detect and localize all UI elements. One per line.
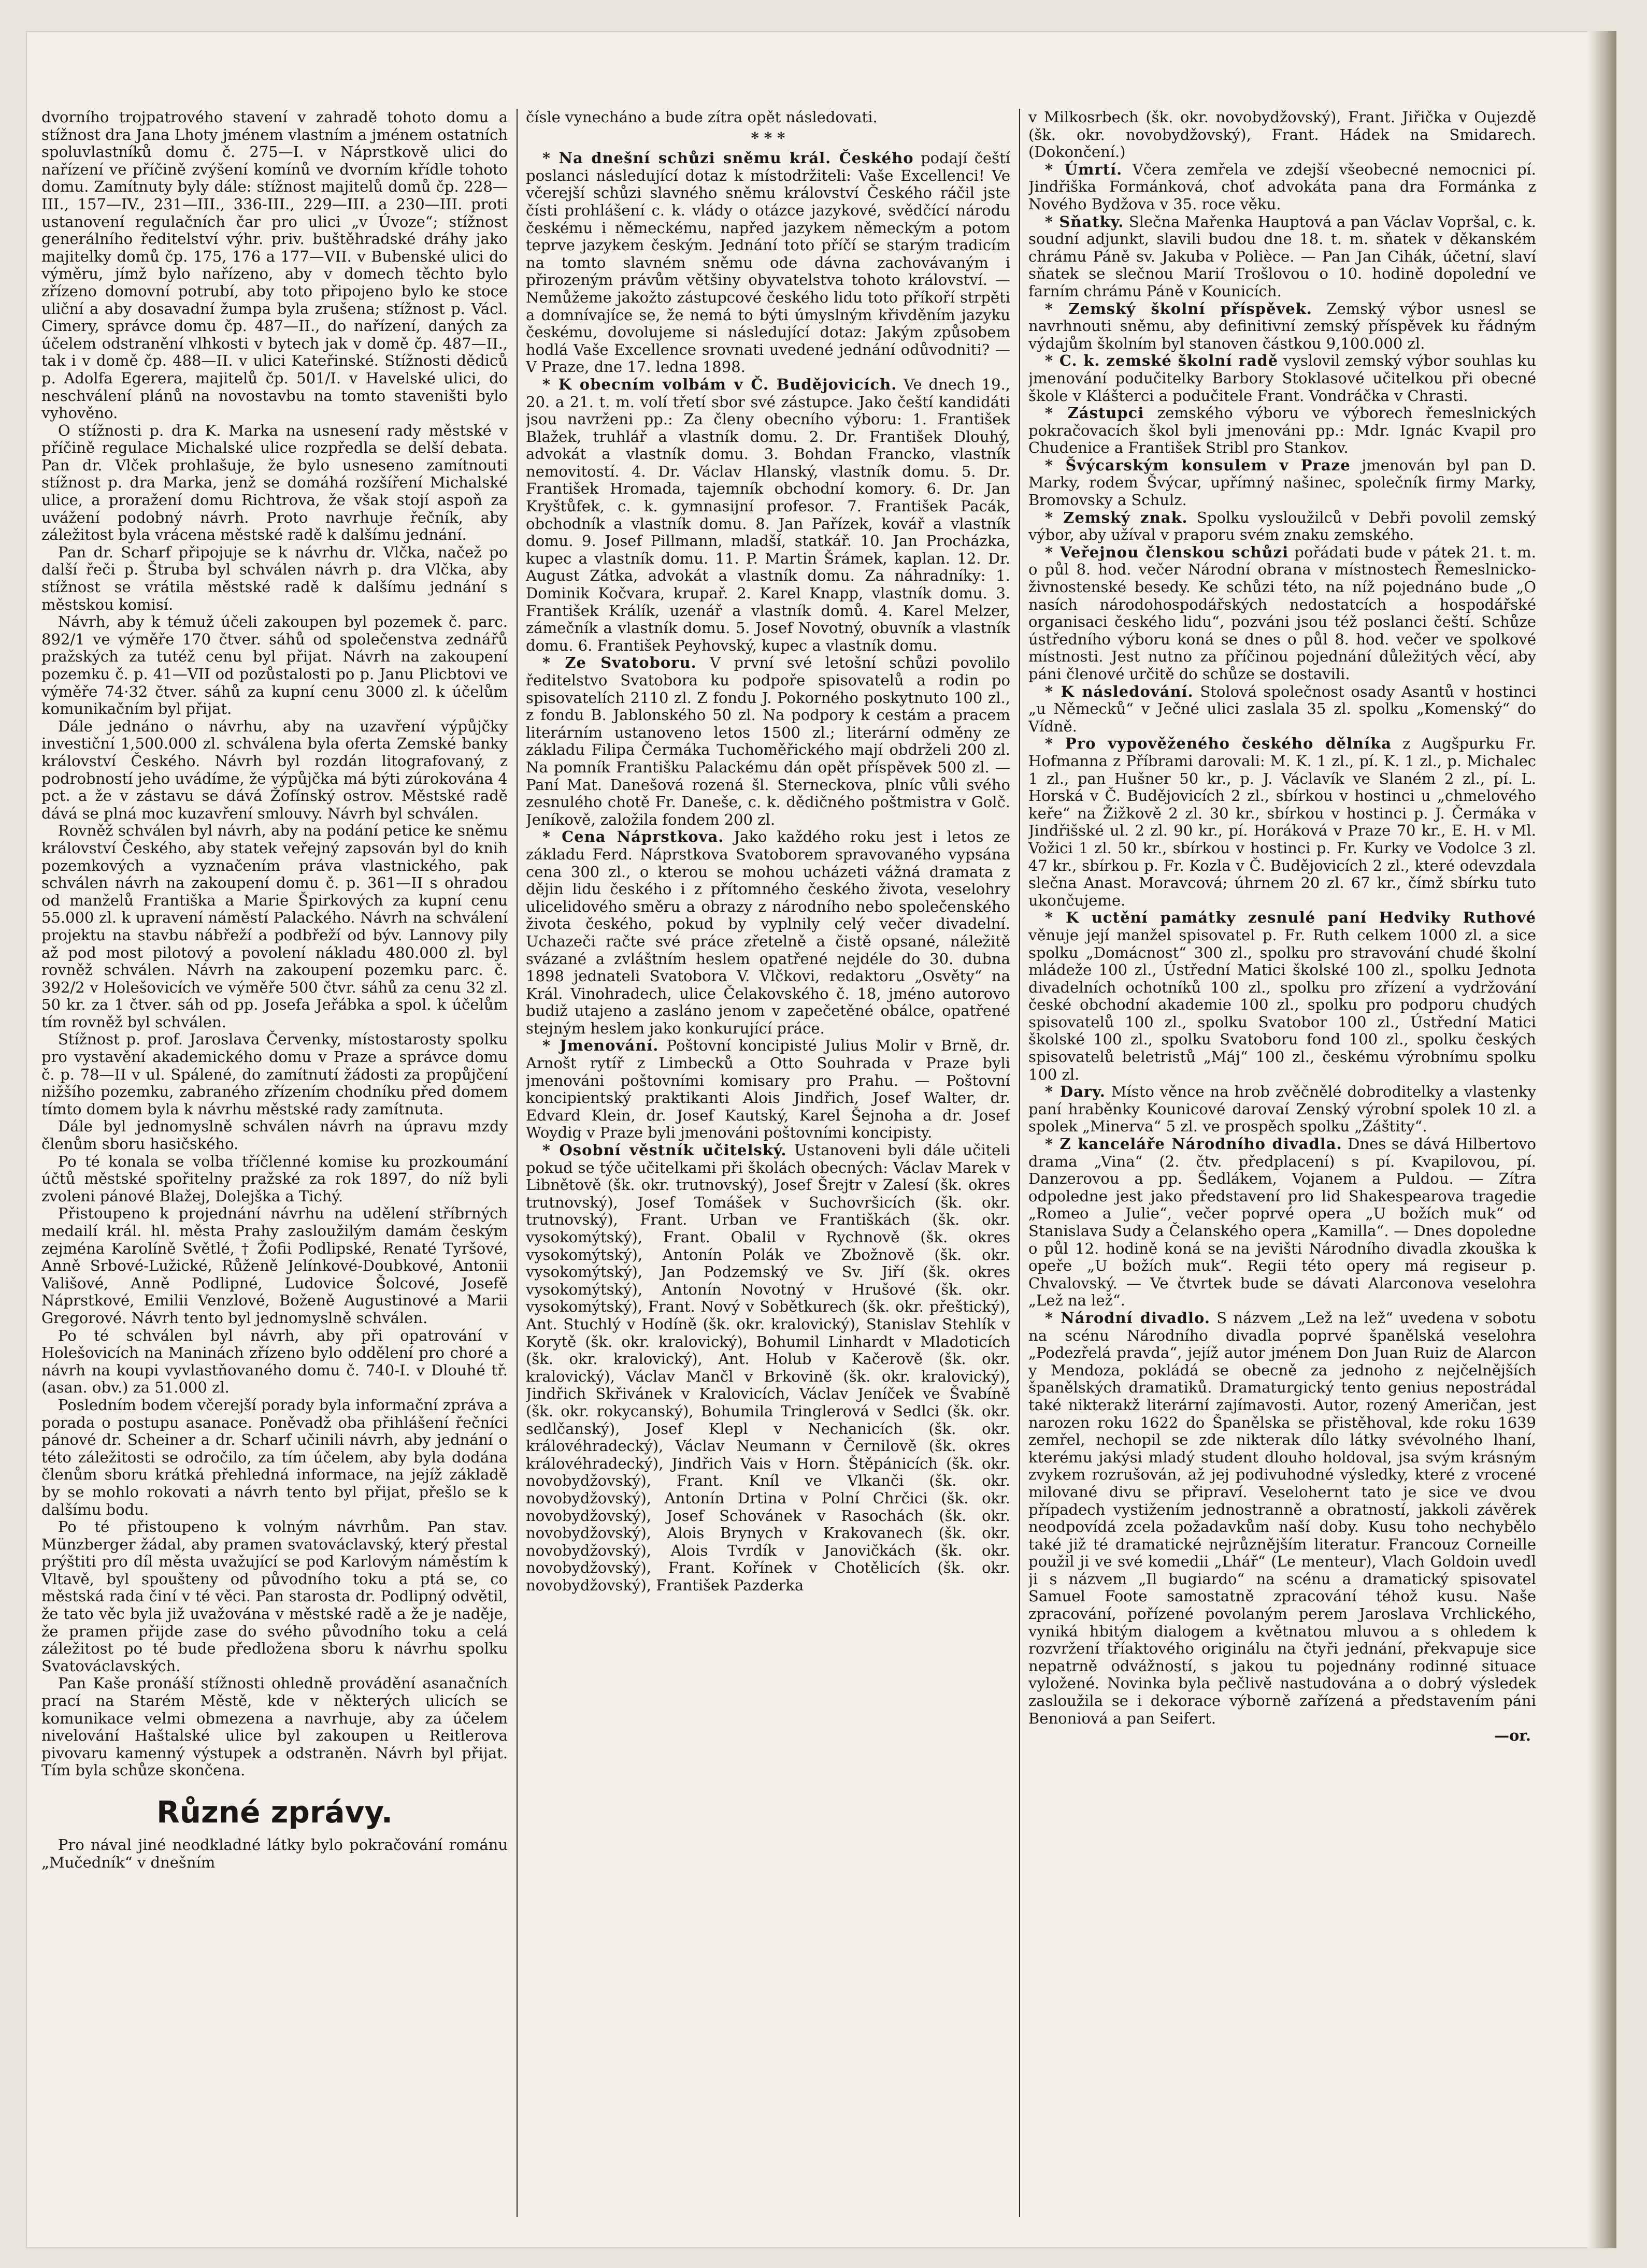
article-paragraph: Pan Kaše pronáší stížnosti ohledně provádění asanačních prací na Starém Městě, kde v některých ulicích se komunikace velmi obmezena a navrhuje, aby za účelem nivelování Haštalské ulice byl zakoupen u Reitlerova pivovaru kamenný výstupek a odstraněn. Návrh byl přijat. Tím byla schůze skončena. [41, 1674, 508, 1779]
item-text: V první své letošní schůzi povolilo ředitelstvo Svatobora ku podpoře spisovatelů a rodin po spisovatelích 2110 zl. Z fondu J. Pokorného poskytnuto 100 zl., z fondu B. Jablonského 50 zl. Na podpory k cestám a pracem literárním ustanoveno letos 1500 zl.; literární odměny ze základu Filipa Čermáka Tuchoměřického mají obdrželi 200 zl. Na pomník Františku Palackému dán opět příspěvek 500 zl. — Paní Mat. Danešová rozená šl. Sterneckova, plníc vůli svého zesnulého chotě Fr. Daneše, c. k. dědičného poštmistra v Golč. Jeníkově, založila fondem 200 zl. [526, 654, 1010, 828]
item-heading: * Na dnešní schůzi sněmu král. Českého [542, 149, 914, 167]
item-text: Zemský výbor usnesl se navrhnouti sněmu, aby definitivní zemský příspěvek ku řádným výdajům školním byl stanoven částkou 9,100.000 zl. [1028, 299, 1536, 352]
article-paragraph: Pan dr. Scharf připojuje se k návrhu dr. Vlčka, načež po další řeči p. Štruba byl schválen návrh p. dra Vlčka, aby stížnost se vrátila městské radě k dalšímu jednání s městskou komisí. [41, 543, 508, 613]
item-text: Včera zemřela ve zdejší všeobecné nemocnici pí. Jindřiška Formánková, choť advokáta pana dra Formánka z Nového Bydžova v 35. roce věku. [1028, 160, 1536, 213]
item-heading: * Ze Svatoboru. [542, 654, 697, 672]
item-heading: * K obecním volbám v Č. Budějovicích. [542, 375, 897, 393]
item-heading: * Zemský znak. [1044, 508, 1188, 526]
item-text: vyslovil zemský výbor souhlas ku jmenování podučitelky Barbory Stoklasové učitelkou při obecné škole v Klášterci a podučitele Frant. Vondráčka v Chrasti. [1028, 352, 1536, 405]
article-paragraph: Návrh, aby k témuž účeli zakoupen byl pozemek č. parc. 892/1 ve výměře 170 čtver. sáhů od společenstva zednářů pražských za tutéž cenu byl přijat. Návrh na zakoupení pozemku č. p. 41—VII od pozůstalosti po p. Janu Plicbtovi ve výměře 74·32 čtver. sáhů za kupní cenu 3000 zl. k účelům komunikačním byl přijat. [41, 613, 508, 718]
newspaper-page [26, 31, 1616, 2248]
article-paragraph: O stížnosti p. dra K. Marka na usnesení rady městské v příčině regulace Michalské ulice rozpředla se delší debata. Pan dr. Vlček prohlašuje, že bylo usneseno zamítnouti stížnost p. dra Marka, jenž se domáhá rozšíření Michalské ulice, a proražení domu Richtrova, že však stojí aspoň za uvážení podobný návrh. Proto navrhuje řečník, aby záležitost byla vrácena městské radě k dalšímu jednání. [41, 421, 508, 544]
item-heading: * Pro vypověženého českého dělníka [1044, 735, 1392, 753]
article-paragraph: dvorního trojpatrového stavení v zahradě tohoto domu a stížnost dra Jana Lhoty jménem vlastním a jménem ostatních spoluvlastníků domu č. 275—I. v Náprstkově ulici do nařízení ve příčině zvýšení komínů ve dvorním křídle tohoto domu. Zamítnuty byly dále: stížnost majitelů domů čp. 228—III., 157—IV., 231—III., 336-III., 229—III. a 230—III. proti ustanovení regulačních čar pro ulici „v Úvoze“; stížnost generálního ředitelství výhr. priv. buštěhradské dráhy jako majitelky domů čp. 175, 176 a 177—VII. v Bubenské ulici do výměru, jímž bylo nařízeno, aby v domech těchto bylo zřízeno domovní potrubí, aby toto připojeno bylo ke stoce uliční a aby dosavadní žumpa byla zrušena; stížnost p. Václ. Cimery, správce domu čp. 487—II., do nařízení, daných za účelem odstranění vlhkosti v bytech jak v domě čp. 487—II., tak i v domě čp. 488—II. v ulici Kateřinské. Stížnosti dědiců p. Adolfa Egerera, majitelů čp. 501/I. v Havelské ulici, do neschválení plánů na novostavbu na tomto staveništi bylo vyhověno. [41, 109, 508, 422]
article-paragraph: Stížnost p. prof. Jaroslava Červenky, místostarosty spolku pro vystavění akademického domu v Praze a správce domu č. p. 78—II v ul. Spálené, do zamítnutí žádosti za propůjčení nižšího pozemku, zabraného zřízením chodníku před domem tímto domem byla k návrhu městské rady zamítnuta. [41, 1030, 508, 1118]
item-text: Dnes se dává Hilbertovo drama „Vina“ (2. čtv. předplacení) s pí. Kvapilovou, pí. Danzerovou a pp. Šedlákem, Vojanem a Puldou. — Zítra odpoledne jest jako představení pro lid Shakespearova tragedie „Romeo a Julie“, večer poprvé opera „U božích muk“ od Stanislava Sudy a Čelanského opera „Kamilla“. — Dnes dopoledne o půl 12. hodině koná se na jevišti Národního divadla zkouška k opeře „U božích muk“. Regii této opery má regiseur p. Chvalovský. — Ve čtvrtek bude se dávati Alarconova veselohra „Lež na lež“. [1028, 1135, 1536, 1310]
item-heading: * Zástupci [1044, 404, 1144, 422]
item-text: věnuje její manžel spisovatel p. Fr. Ruth celkem 1000 zl. a sice spolku „Domácnost“ 300 zl., spolku pro stravování chudé školní mládeže 100 zl., Ústřední Matici školské 100 zl., spolku Jednota divadelních ochotníků 100 zl., spolku pro zřízení a vydržování české obchodní akademie 100 zl., spolku pro podporu chudých spisovatelů 100 zl., spolku Svatobor 100 zl., Ústřední Matici školské 100 zl., spolku Svatoboru fond 100 zl., spolku českých spisovatelů beletristů „Máj“ 100 zl., českému výrobnímu spolku 100 zl. [1028, 926, 1536, 1083]
item-text: Jako každého roku jest i letos ze základu Ferd. Náprstkova Svatoborem spravovaného vypsána cena 300 zl., o kterou se mohou ucházeti vážná dramata z dějin lidu českého i z přítomného českého života, veselohry ulicelidového směru a obrazy z národního nebo společenského života českého, pokud by vyplnily celý večer divadelní. Uchazeči račte své práce zřetelně a čistě opsané, náležitě svázané a zvláštním heslem opatřené nejdéle do 30. dubna 1898 jednateli Svatobora V. Vlčkovi, redaktoru „Osvěty“ na Král. Vinohradech, ulice Čelakovského č. 18, jméno autorovo budiž utajeno a zasláno jenom v zapečetěné obálce, opatřené stejným heslem jako konkurující práce. [526, 828, 1010, 1037]
column-3 [1028, 109, 1536, 2217]
column-divider [517, 109, 518, 2217]
item-heading: * Veřejnou členskou schůzi [1044, 543, 1289, 561]
item-text: Místo věnce na hrob zvěčnělé dobroditelky a vlastenky paní hraběnky Kounicové darovaí Zenský výrobní spolek 10 zl. a spolek „Minerva“ 5 zl. ve prospěch spolku „Záštity“. [1028, 1083, 1536, 1136]
item-text: Stolová společnost osady Asantů v hostinci „u Německů“ v Ječné ulici zaslala 35 zl. spolku „Komenský“ do Vídně. [1028, 682, 1536, 735]
item-text: Spolku vysloužilců v Debři povolil zemský výbor, aby užíval v praporu svém znaku zemského. [1028, 508, 1536, 544]
article-paragraph: Dále byl jednomyslně schválen návrh na úpravu mzdy členům sboru hasičského. [41, 1117, 508, 1153]
article-paragraph: čísle vynecháno a bude zítra opět následovati. [526, 109, 878, 126]
item-text: jmenován byl pan D. Marky, rodem Švýcar, upřímný našinec, společník firmy Marky, Bromovsky a Schulz. [1028, 456, 1536, 509]
item-heading: * Národní divadlo. [1044, 1309, 1210, 1327]
article-paragraph: Po té schválen byl návrh, aby při opatrování v Holešovicích na Maninách zřízeno bylo oddělení pro choré a návrh na koupi vyvlastňovaného domu č. 740-I. v Dlouhé tř. (asan. obv.) za 51.000 zl. [41, 1326, 508, 1397]
item-heading: * Úmrtí. [1044, 160, 1123, 178]
item-heading: * Cena Náprstkova. [542, 828, 724, 846]
item-heading: * Jmenování. [542, 1037, 659, 1055]
article-paragraph: Po té přistoupeno k volným návrhům. Pan stav. Münzberger žádal, aby pramen svatováclavský, který přestal prýštiti pro díl města uvažující se pod Karlovým náměstím k Vltavě, byl spoušteny od původního toku a ptá se, co městská rada činí v té věci. Pan starosta dr. Podlipný odvětil, že tato věc byla již uvažována v městské radě a že je naděje, že pramen přijde zase do svého původního toku a celá záležitost po té bude předložena sboru k návrhu spolku Svatováclavských. [41, 1518, 508, 1675]
article-paragraph: Po té konala se volba tříčlenné komise ku prozkoumání účtů městské spořitelny pražské za rok 1897, do níž byli zvoleni pánové Blažej, Dolejška a Tichý. [41, 1152, 508, 1205]
item-heading: * Osobní věstník učitelský. [542, 1141, 787, 1159]
article-paragraph: Pro nával jiné neodkladné látky bylo pokračování románu „Mučedník“ v dnešním [41, 1836, 508, 1871]
column-1 [41, 109, 508, 2217]
item-text: pořádati bude v pátek 21. t. m. o půl 8. hod. večer Národní obrana v místnostech Řemeslnicko-živnostenské besedy. Ke schůzi této, na níž pojednáno bude „O nasích národohospodářských nedostatcích a hospodářské organisaci českého lidu“, pozváni jsou též poslanci čeští. Schůze ústředního výboru koná se dnes o půl 8. hod. večer ve spolkové místnosti. Jest nutno za příčinou pojednání důležitých věcí, aby páni členové určitě do schůze se dostavili. [1028, 543, 1536, 683]
item-text: Ustanoveni byli dále učiteli pokud se týče učitelkami při školách obecných: Václav Marek v Libnětově (šk. okr. trutnovský), Josef Šrejtr v Zalesí (šk. okres trutnovský), Josef Tomášek v Suchovršicích (šk. okr. trutnovský), Frant. Urban ve Františkách (šk. okr. vysokomýtský), Frant. Obalil v Rychnově (šk. okres vysokomýtský), Antonín Polák ve Zbožnově (šk. okr. vysokomýtský), Jan Podzemský ve Sv. Jiří (šk. okres vysokomýtský), Antonín Novotný v Hrušové (šk. okr. vysokomýtský), Frant. Nový v Sobětkurech (šk. okr. přeštický), Ant. Stuchlý v Hodíně (šk. okr. kralovický), Stanislav Stehlík v Korytě (šk. okr. kralovický), Bohumil Linhardt v Mladoticích (šk. okr. kralovický), Ant. Holub v Kačerově (šk. okr. kralovický), Václav Mančl v Brkovině (šk. okr. kralovický), Jindřich Skřivánek v Kralovicích, Václav Jeníček ve Švabíně (šk. okr. rokycanský), Bohumila Tringlerová v Sedlci (šk. okr. sedlčanský), Josef Klepl v Nechanicích (šk. okr. královéhradecký), Václav Neumann v Černilově (šk. okres královéhradecký), Jindřich Vais v Horn. Štěpánicích (šk. okr. novobydžovský), Frant. Kníl ve Vlkanči (šk. okr. novobydžovský), Antonín Drtina v Polní Chrčici (šk. okr. novobydžovský), Josef Schovánek v Rasochách (šk. okr. novobydžovský), Alois Brynych v Krakovanech (šk. okr. novobydžovský), Alois Tvrdík v Janovičkách (šk. okr. novobydžovský), Frant. Kořínek v Chotělicích (šk. okr. novobydžovský), František Pazderka [526, 1141, 1010, 1594]
article-paragraph: Dále jednáno o návrhu, aby na uzavření výpůjčky investiční 1,500.000 zl. schválena byla oferta Zemské banky království Českého. Návrh byl rozdán litografovaný, z podrobností jeho uvádíme, že výpůjčka má býti zúrokována 4 pct. a že v zástavu se dává Žofínský ostrov. Městské radě dává se plná moc kuzavření smlouvy. Návrh byl schválen. [41, 717, 508, 822]
item-text: zemského výboru ve výborech řemeslnických pokračovacích škol byli jmenováni pp.: Mdr. Ignác Kvapil pro Chudenice a František Stribl pro Stankov. [1028, 404, 1536, 457]
item-heading: * Švýcarským konsulem v Praze [1044, 456, 1351, 474]
item-text: z Augšpurku Fr. Hofmanna z Příbrami darovali: M. K. 1 zl., pí. K. 1 zl., p. Michalec 1 zl., pan Hušner 50 kr., p. J. Václavík ve Slaném 2 zl., pí. L. Horská v Č. Budějovicích 2 zl., sbírkou v hostinci u „chmelového keře“ na Žižkově 2 zl. 30 kr., sbírkou v hostinci p. J. Čermáka v Jindřišské ul. 2 zl. 90 kr., pí. Horáková v Praze 70 kr., E. H. v Ml. Vožici 1 zl. 50 kr., sbírkou v hostinci p. Fr. Kurky ve Vodolce 3 zl. 47 kr., sbírkou p. Fr. Kozla v Č. Budějovicích 2 zl., které odevzdala slečna Anast. Moravcová; úhrnem 20 zl. 67 kr., čímž sbírku tuto ukončujeme. [1028, 735, 1536, 909]
column-2 [526, 109, 1010, 2217]
item-heading: * Zemský školní příspěvek. [1044, 299, 1312, 318]
section-heading: Různé zprávy. [156, 1795, 393, 1830]
article-paragraph: Přistoupeno k projednání návrhu na udělení stříbrných medailí král. hl. města Prahy zasloužilým damám českým zejména Karolíně Světlé, † Žofii Podlipské, Renaté Tyršové, Anně Srbové-Lužické, Růženě Jelínkové-Doubkové, Antonii Vališové, Anně Podlipné, Ludovice Šolcové, Josefě Náprstkové, Emilii Venzlové, Boženě Augustinové a Marii Gregorové. Návrh tento byl jednomyslně schválen. [41, 1204, 508, 1327]
item-heading: * Sňatky. [1044, 212, 1124, 231]
article-paragraph: v Milkosrbech (šk. okr. novobydžovský), Frant. Jiřička v Oujezdě (šk. okr. novobydžovský), Frant. Hádek na Smidarech. (Dokončení.) [1028, 109, 1536, 161]
column-divider [1019, 109, 1020, 2217]
section-separator: * * * [751, 128, 785, 147]
item-text: Ve dnech 19., 20. a 21. t. m. volí třetí sbor své zástupce. Jako čeští kandidáti jsou navrženi pp.: Za členy obecního výboru: 1. František Blažek, truhlář a vlastník domu. 2. Dr. František Dlouhý, advokát a vlastník domu. 3. Bohdan Francko, vlastník nemovitostí. 4. Dr. Václav Hlanský, vlastník domu. 5. Dr. František Hromada, tajemník obchodní komory. 6. Dr. Jan Kryštůfek, c. k. gymnasijní profesor. 7. František Pacák, obchodník a vlastník domu. 8. Jan Pařízek, kovář a vlastník domu. 9. Josef Pillmann, mladší, statkář. 10. Jan Procházka, kupec a vlastník domu. 11. P. Martin Šrámek, kaplan. 12. Dr. August Zátka, advokát a vlastník domu. Za náhradníky: 1. Dominik Kočvara, krupař. 2. Karel Knapp, vlastník domu. 3. František Králík, uzenář a vlastník domů. 4. Karel Melzer, zámečník a vlastník domu. 5. Josef Novotný, obuvník a vlastník domu. 6. František Peyhovský, kupec a vlastník domu. [526, 375, 1010, 654]
item-text: S názvem „Lež na lež“ uvedena v sobotu na scénu Národního divadla poprvé španělská veselohra „Podezřelá pravda“, jejíž autor jménem Don Juan Ruiz de Alarcon y Mendoza, pokládá se obecně za jednoho z nejčelnějších španělských dramatiků. Dramaturgický tento genius nepostrádal také nikterakž literární zajímavosti. Autor, rozený Američan, jest narozen roku 1622 do Španělska se přistěhoval, kde roku 1639 zemřel, nechopil se zde nikterak dílo látky svévolného lhaní, kterému jakýsi mladý student dlouho holdoval, jsa svým krásným zvykem rozrušován, až jej podivuhodné výsledky, které z vrocené milované divu se připraví. Veselohernt tato je sice ve dvou případech vystižením jednostranně a obratností, jakkoli závěrek neodpovídá zcela požadavkům naší doby. Kusu toho nechybělo také již té dramatické nejrůznějším literatur. Francouz Corneille použil ji ve své komedii „Lhář“ (Le menteur), Vlach Goldoin uvedl ji s názvem „Il bugiardo“ na scénu a dramatický spisovatel Samuel Foote samostatně zpracování téhož kusu. Naše zpracování, pořízené povolaným perem Jaroslava Vrchlického, vyniká hbitým dialogem a květnatou mluvou a s ohledem k rozvržení tříaktového originálu na čtyři jednání, překvapuje sice nepatrně odvážností, s jakou tu pojednány rodinné situace vyložené. Novinka byla pečlivě nastudována a o dobrý výsledek zasloužila se i dekorace výborně zařízená a představením páni Benoniová a pan Seifert. [1028, 1309, 1536, 1727]
item-heading: * K uctění památky zesnulé paní Hedviky Ruthové [1044, 909, 1536, 927]
item-heading: * Z kanceláře Národního divadla. [1044, 1135, 1342, 1153]
item-heading: * K následování. [1044, 682, 1194, 700]
page-edge-shadow [1587, 31, 1616, 2248]
article-paragraph: Rovněž schválen byl návrh, aby na podání petice ke sněmu království Českého, aby statek veřejný zapsován byl do knih pozemkových a vyznačením práva vlastnického, pak schválen návrh na zakoupení domu č. p. 361—II s ohradou od manželů Františka a Marie Špirkových za kupní cenu 55.000 zl. k upravení náměstí Palackého. Návrh na schválení projektu na stavbu nábřeží a podbřeží od býv. Lannovy pily až pod most pilotový a povolení nákladu 480.000 zl. byl rovněž schválen. Návrh na zakoupení pozemku parc. č. 392/2 v Holešovicích ve výměře 500 čtvr. sáhů za cenu 32 zl. 50 kr. za 1 čtver. sáh od pp. Josefa Jeřábka a spol. k účelům tím rovněž byl schválen. [41, 822, 508, 1031]
item-text: podají čeští poslanci následující dotaz k místodržiteli: Vaše Excellenci! Ve včerejší schůzi slavného sněmu království Českého ráčil jste čísti prohlášení c. k. vlády o otázce jazykové, svědčící národu českému i německému, napřed jazykem německým a potom teprve jazykem českým. Jednání toto příčí se starým tradicím na tomto slavném sněmu ode dávna zachovávaným i přirozeným právům většiny obyvatelstva tohoto království. — Nemůžeme jakožto zástupcové českého lidu toto příkoří strpěti a domnívajíce se, že nemá to býti úmyslným křivděním jazyku českému, dovolujeme si následující dotaz: Jakým způsobem hodlá Vaše Excellence srovnati uvedené jednání odůvodniti? — V Praze, dne 17. ledna 1898. [526, 149, 1010, 376]
article-paragraph: Posledním bodem včerejší porady byla informační zpráva a porada o postupu asanace. Poněvadž oba přihlášení řečníci pánové dr. Scheiner a dr. Scharf učinili návrh, aby jednání o této záležitosti se odročilo, za tím účelem, aby byla dodána členům sboru krátká přehledná informace, na jejíž základě by se mohlo rokovati a návrh tento byl přijat, přešlo se k dalšímu bodu. [41, 1396, 508, 1518]
item-text: Poštovní koncipisté Julius Molir v Brně, dr. Arnošt rytíř z Limbecků a Otto Souhrada v Praze byli jmenováni poštovními komisary pro Prahu. — Poštovní koncipientský praktikanti Alois Jindřich, Josef Walter, dr. Edvard Klein, dr. Josef Kautský, Karel Šejnoha a dr. Josef Woydig v Praze byli jmenováni poštovními koncipisty. [526, 1037, 1010, 1142]
item-heading: * C. k. zemské školní radě [1044, 352, 1279, 370]
item-text: Slečna Mařenka Hauptová a pan Václav Vopršal, c. k. soudní adjunkt, slavili budou dne 18. t. m. sňatek v děkanském chrámu Páně sv. Jakuba v Polièce. — Pan Jan Cihák, účetní, slaví sňatek se slečnou Marií Trošlovou o 10. hodině dopolední ve farním chrámu Páně v Kounicích. [1028, 212, 1536, 300]
author-signature: —or. [1494, 1727, 1531, 1745]
item-heading: * Dary. [1044, 1083, 1106, 1101]
